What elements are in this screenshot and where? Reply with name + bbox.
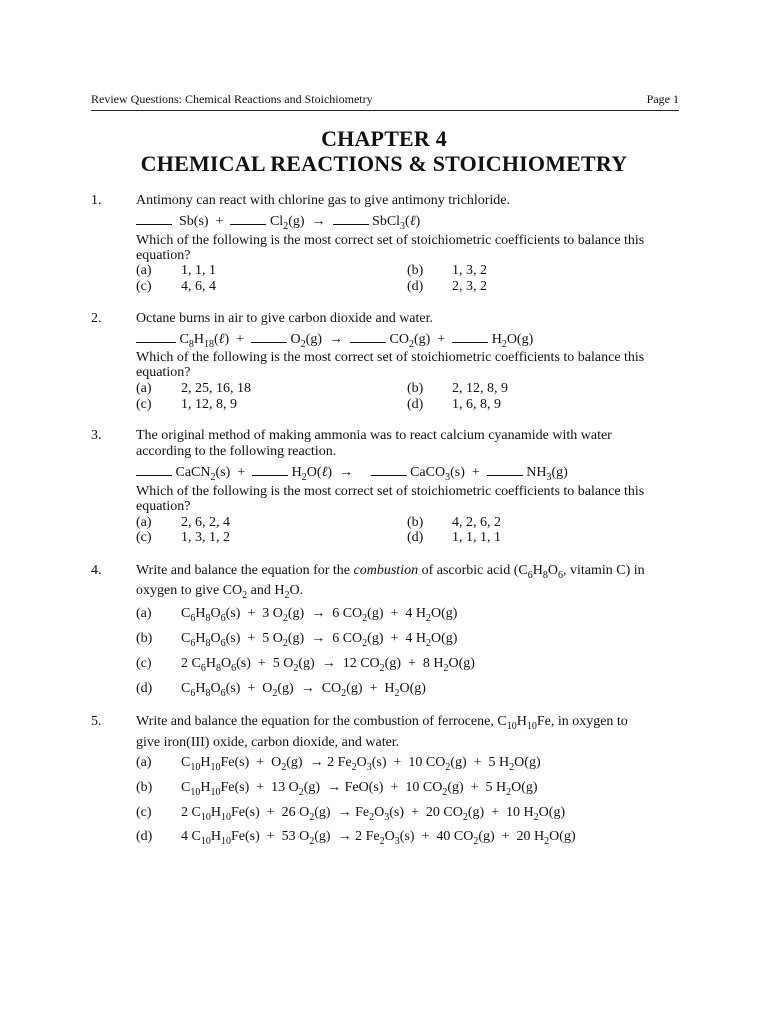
question-prompt: Which of the following is the most correct set of stoichiometric coefficients to balance this	[136, 484, 645, 499]
option-label: (a)	[136, 606, 152, 621]
question-number: 2.	[91, 311, 102, 326]
option-label: (c)	[136, 805, 152, 820]
chemical-equation: $C_8H_{18}(\ell)$ + $O_2(g)$ → $CO_2(g)$ + $H_2O(g)$	[136, 330, 533, 348]
option-label: (a)	[136, 381, 152, 396]
option-equation: $C_{10}H_{10}Fe(s) + O_2(g) \to 2$ $Fe_2O_3(s) + 10$ $CO_2(g) + 5$ $H_2O(g)$	[181, 755, 541, 773]
option-equation: 2 $C_{10}H_{10}Fe(s) + 26$ $O_2(g) \to Fe_2O_3(s) + 20$ $CO_2(g) + 10$ $H_2O(g)$	[181, 805, 566, 823]
option-equation: $C_6H_8O_6(s) + 5$ $O_2(g) \to 6$ $CO_2(g) + 4$ $H_2O(g)$	[181, 631, 458, 649]
option-value: 2, 12, 8, 9	[452, 381, 508, 396]
option-value: 1, 1, 1, 1	[452, 530, 501, 545]
page-number: Page 1	[646, 92, 679, 106]
option-label: (d)	[407, 279, 424, 294]
option-label: (d)	[136, 681, 153, 696]
option-label: (a)	[136, 263, 152, 278]
option-equation: $C_6H_8O_6(s) + 3$ $O_2(g) \to 6$ $CO_2(g) + 4$ $H_2O(g)$	[181, 606, 458, 624]
option-equation: $C_{10}H_{10}Fe(s) + 13$ $O_2(g) \to FeO(s) + 10$ $CO_2(g) + 5$ $H_2O(g)$	[181, 780, 538, 798]
question-number: 4.	[91, 563, 102, 578]
question-prompt-cont: equation?	[136, 499, 191, 514]
page-header	[91, 92, 679, 108]
option-label: (b)	[136, 780, 153, 795]
option-label: (b)	[136, 631, 153, 646]
option-label: (d)	[407, 530, 424, 545]
option-label: (c)	[136, 656, 152, 671]
question-prompt-cont: equation?	[136, 365, 191, 380]
question-text-cont: oxygen to give $CO_2$ and $H_2O$.	[136, 583, 304, 601]
header-divider	[91, 110, 679, 111]
question-number: 5.	[91, 714, 102, 729]
option-label: (a)	[136, 755, 152, 770]
option-equation: 4 $C_{10}H_{10}Fe(s) + 53$ $O_2(g) \to 2$ $Fe_2O_3(s) + 40$ $CO_2(g) + 20$ $H_2O(g)$	[181, 829, 576, 847]
question-text: Antimony can react with chlorine gas to give antimony trichloride.	[136, 193, 511, 208]
option-value: 4, 2, 6, 2	[452, 515, 501, 530]
question-text-cont: give iron(III) oxide, carbon dioxide, and water.	[136, 735, 400, 750]
question-text: Write and balance the equation for the combustion of ascorbic acid ($C_6H_8O_6$, vitamin C) in	[136, 563, 645, 581]
chemical-equation: Sb(s) + $Cl_2(g)$ → SbCl$_3$(ℓ)	[136, 212, 420, 230]
option-value: 1, 3, 1, 2	[181, 530, 230, 545]
option-value: 2, 3, 2	[452, 279, 487, 294]
question-text-cont: according to the following reaction.	[136, 444, 337, 459]
question-prompt: Which of the following is the most correct set of stoichiometric coefficients to balance this	[136, 233, 645, 248]
option-value: 2, 25, 16, 18	[181, 381, 251, 396]
option-label: (c)	[136, 397, 152, 412]
option-label: (b)	[407, 381, 424, 396]
option-value: 1, 1, 1	[181, 263, 216, 278]
question-prompt: Which of the following is the most correct set of stoichiometric coefficients to balance this	[136, 350, 645, 365]
question-text: Octane burns in air to give carbon dioxide and water.	[136, 311, 434, 326]
option-equation: 2 $C_6H_8O_6(s) + 5$ $O_2(g) \to 12$ $CO_2(g) + 8$ $H_2O(g)$	[181, 656, 475, 674]
option-label: (b)	[407, 263, 424, 278]
option-label: (c)	[136, 279, 152, 294]
header-title: Review Questions: Chemical Reactions and Stoichiometry	[91, 92, 373, 106]
option-value: 2, 6, 2, 4	[181, 515, 230, 530]
question-prompt-cont: equation?	[136, 248, 191, 263]
chemical-equation: CaCN$_2$(s) + $H_2O(\ell)$ → CaCO$_3$(s) + $NH_3(g)$	[136, 463, 568, 481]
option-label: (a)	[136, 515, 152, 530]
chapter-subtitle: CHEMICAL REACTIONS & STOICHIOMETRY	[140, 151, 628, 176]
option-value: 1, 3, 2	[452, 263, 487, 278]
option-label: (b)	[407, 515, 424, 530]
question-text: The original method of making ammonia was to react calcium cyanamide with water	[136, 428, 612, 443]
chapter-title: CHAPTER 4	[321, 126, 447, 151]
question-number: 1.	[91, 193, 102, 208]
question-number: 3.	[91, 428, 102, 443]
option-label: (c)	[136, 530, 152, 545]
question-text: Write and balance the equation for the combustion of ferrocene, $C_{10}H_{10}Fe$, in oxygen to	[136, 714, 628, 732]
option-value: 1, 12, 8, 9	[181, 397, 237, 412]
option-label: (d)	[407, 397, 424, 412]
option-equation: $C_6H_8O_6(s) + O_2(g) \to CO_2(g) + H_2O(g)$	[181, 681, 426, 699]
option-value: 1, 6, 8, 9	[452, 397, 501, 412]
option-value: 4, 6, 4	[181, 279, 216, 294]
option-label: (d)	[136, 829, 153, 844]
